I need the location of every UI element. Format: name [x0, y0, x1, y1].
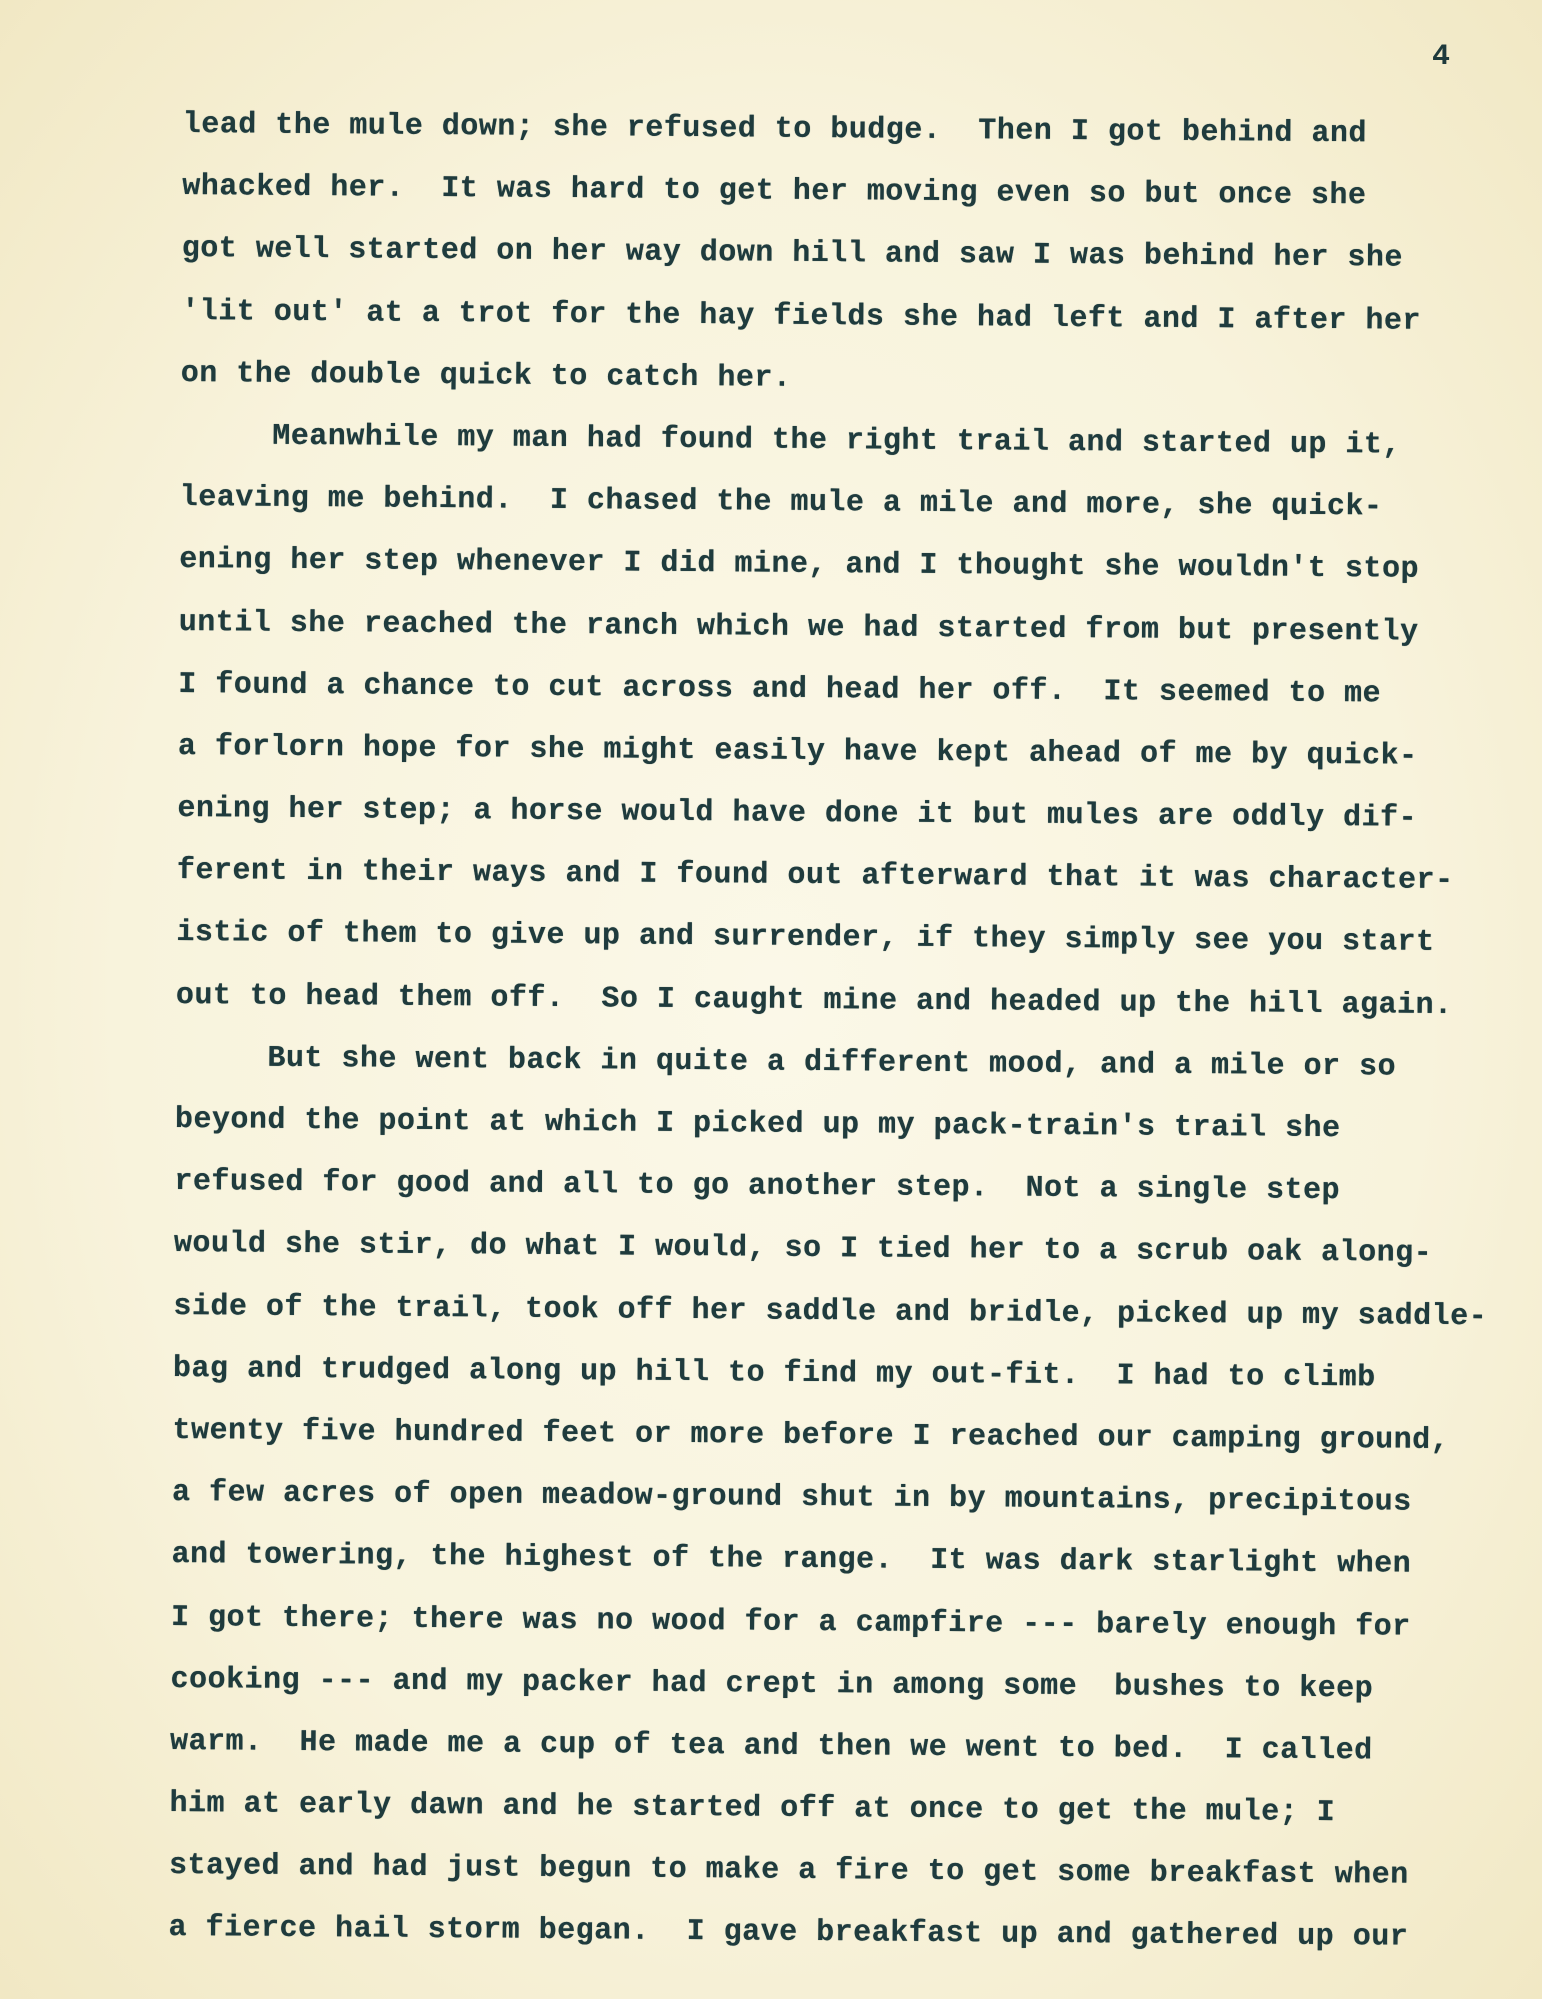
text-line: beyond the point at which I picked up my pack-train's trail she	[174, 1102, 1341, 1147]
text-line: I found a chance to cut across and head her off. It seemed to me	[178, 667, 1382, 712]
text-line: on the double quick to catch her.	[180, 356, 792, 396]
text-line: But she went back in quite a different mood, and a mile or so	[267, 1041, 1397, 1085]
text-line: a forlorn hope for she might easily have kept ahead of me by quick-	[177, 729, 1418, 774]
text-line: side of the trail, took off her saddle and bridle, picked up my saddle-	[173, 1289, 1488, 1334]
page-number: 4	[1432, 40, 1451, 74]
text-line: a few acres of open meadow-ground shut in by mountains, precipitous	[171, 1476, 1412, 1520]
text-line: bag and trudged along up hill to find my out-fit. I had to climb	[172, 1351, 1376, 1396]
text-line: a fierce hail storm began. I gave breakfast up and gathered up our	[168, 1911, 1409, 1956]
text-line: leaving me behind. I chased the mule a mile and more, she quick-	[179, 481, 1383, 525]
text-line: whacked her. It was hard to get her moving even so but once she	[182, 170, 1367, 214]
text-line: warm. He made me a cup of tea and then we went to bed. I called	[169, 1724, 1373, 1769]
text-line: Meanwhile my man had found the right trail and started up it,	[272, 419, 1402, 463]
text-line: istic of them to give up and surrender, if they simply see you start	[176, 916, 1435, 961]
text-line: got well started on her way down hill and saw I was behind her she	[181, 232, 1404, 276]
text-line: out to head them off. So I caught mine and headed up the hill again.	[175, 978, 1453, 1023]
text-line: until she reached the ranch which we had started from but presently	[178, 605, 1419, 650]
text-line: twenty five hundred feet or more before I reached our camping ground,	[172, 1413, 1450, 1458]
text-line: him at early dawn and he started off at once to get the mule; I	[169, 1787, 1336, 1831]
text-line: lead the mule down; she refused to budge. Then I got behind and	[182, 107, 1368, 152]
text-line: would she stir, do what I would, so I tied her to a scrub oak along-	[173, 1227, 1433, 1272]
text-line: refused for good and all to go another step. Not a single step	[174, 1165, 1341, 1209]
text-line: stayed and had just begun to make a fire to get some breakfast when	[168, 1849, 1409, 1893]
text-line: ening her step; a horse would have done it but mules are oddly dif-	[177, 792, 1418, 836]
text-line: I got there; there was no wood for a campfire --- barely enough for	[170, 1600, 1411, 1645]
text-line: 'lit out' at a trot for the hay fields she had left and I after her	[181, 294, 1422, 339]
text-line: ferent in their ways and I found out afterward that it was character-	[176, 854, 1454, 899]
text-line: ening her step whenever I did mine, and I thought she wouldn't stop	[179, 543, 1420, 588]
typewritten-text-body	[168, 94, 1523, 1970]
text-line: and towering, the highest of the range. It was dark starlight when	[171, 1538, 1412, 1583]
text-line: cooking --- and my packer had crept in among some bushes to keep	[170, 1662, 1374, 1707]
